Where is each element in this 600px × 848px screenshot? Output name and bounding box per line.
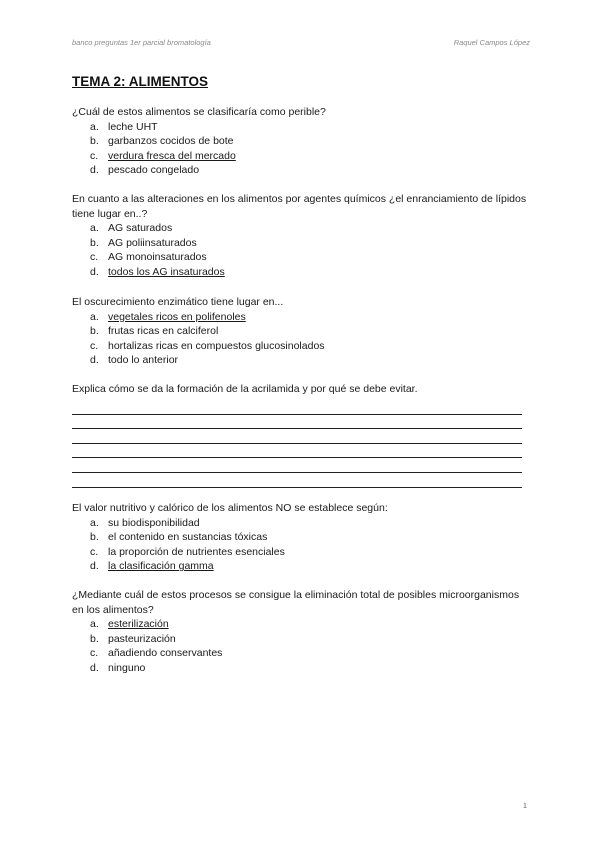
option-text: AG poliinsaturados: [108, 236, 197, 249]
option-a: [72, 120, 527, 135]
answer-line: [72, 458, 522, 473]
option-list: [72, 221, 527, 279]
answer-lines: [72, 400, 522, 488]
option-a: [72, 516, 527, 531]
option-letter: c.: [90, 339, 99, 352]
question-1: [72, 105, 527, 178]
option-letter: c.: [90, 545, 99, 558]
question-text: El valor nutritivo y calórico de los alimentos NO se establece según:: [72, 502, 388, 514]
answer-line: [72, 429, 522, 444]
option-d: [72, 559, 527, 574]
option-c: [72, 646, 527, 661]
option-letter: b.: [90, 325, 99, 338]
option-text: frutas ricas en calciferol: [108, 325, 219, 338]
option-a: [72, 617, 527, 632]
answer-line: [72, 444, 522, 459]
option-letter: d.: [90, 164, 99, 177]
option-letter: d.: [90, 265, 99, 278]
option-text: hortalizas ricas en compuestos glucosinolados: [108, 339, 325, 352]
option-letter: a.: [90, 310, 99, 323]
option-b: [72, 134, 527, 149]
option-letter: a.: [90, 120, 99, 133]
question-text: ¿Cuál de estos alimentos se clasificaría como perible?: [72, 106, 326, 118]
option-text: ninguno: [108, 661, 146, 674]
option-b: [72, 530, 527, 545]
option-text: pasteurización: [108, 632, 176, 645]
question-6: [72, 588, 527, 675]
option-d: [72, 163, 527, 178]
option-text: pescado congelado: [108, 164, 200, 177]
option-list: [72, 120, 527, 178]
option-text: el contenido en sustancias tóxicas: [108, 531, 268, 544]
option-c: [72, 545, 527, 560]
option-text-correct: la clasificación gamma: [108, 560, 214, 573]
option-letter: a.: [90, 618, 99, 630]
option-b: [72, 632, 527, 647]
header-course-title: banco preguntas 1er parcial bromatología: [72, 38, 211, 47]
option-letter: b.: [90, 236, 99, 249]
option-letter: d.: [90, 661, 99, 674]
option-letter: b.: [90, 632, 99, 645]
option-letter: a.: [90, 516, 99, 529]
option-list: [72, 617, 527, 675]
option-text-correct: esterilización: [108, 618, 169, 630]
option-d: [72, 265, 527, 280]
option-b: [72, 324, 527, 339]
option-text: garbanzos cocidos de bote: [108, 135, 234, 148]
option-text: añadiendo conservantes: [108, 647, 223, 660]
question-2: [72, 192, 527, 279]
option-text-correct: vegetales ricos en polifenoles: [108, 310, 246, 323]
question-5: [72, 501, 527, 574]
option-text: la proporción de nutrientes esenciales: [108, 545, 285, 558]
option-text: leche UHT: [108, 120, 158, 133]
question-text: ¿Mediante cuál de estos procesos se consigue la eliminación total de posibles microorganismos en los alimentos?: [72, 589, 520, 616]
answer-line: [72, 473, 522, 488]
option-letter: c.: [90, 149, 99, 162]
option-b: [72, 236, 527, 251]
option-letter: d.: [90, 560, 99, 573]
option-letter: c.: [90, 251, 99, 264]
option-letter: b.: [90, 531, 99, 544]
option-d: [72, 661, 527, 676]
question-text: En cuanto a las alteraciones en los alimentos por agentes químicos ¿el enranciamiento de lípidos tiene lugar en..?: [72, 193, 527, 220]
option-a: [72, 221, 527, 236]
question-3: [72, 295, 527, 368]
header-author: Raquel Campos López: [453, 38, 530, 47]
option-list: [72, 310, 527, 368]
answer-line: [72, 400, 522, 415]
page-number: 1: [522, 801, 527, 810]
option-letter: a.: [90, 222, 99, 234]
answer-line: [72, 415, 522, 430]
option-text: su biodisponibilidad: [108, 516, 200, 529]
option-letter: c.: [90, 647, 99, 660]
question-4: [72, 382, 527, 397]
option-text: AG monoinsaturados: [108, 251, 207, 264]
option-text: AG saturados: [108, 222, 173, 234]
option-a: [72, 310, 527, 325]
option-text-correct: todos los AG insaturados: [108, 265, 225, 278]
option-letter: b.: [90, 135, 99, 148]
option-d: [72, 353, 527, 368]
option-c: [72, 339, 527, 354]
option-letter: d.: [90, 354, 99, 367]
question-text: El oscurecimiento enzimático tiene lugar en...: [72, 296, 284, 308]
option-text: todo lo anterior: [108, 354, 179, 367]
option-list: [72, 516, 527, 574]
option-c: [72, 149, 527, 164]
option-c: [72, 250, 527, 265]
page-title: TEMA 2: ALIMENTOS: [72, 74, 209, 89]
question-text: Explica cómo se da la formación de la acrilamida y por qué se debe evitar.: [72, 383, 418, 395]
option-text-correct: verdura fresca del mercado: [108, 149, 236, 162]
